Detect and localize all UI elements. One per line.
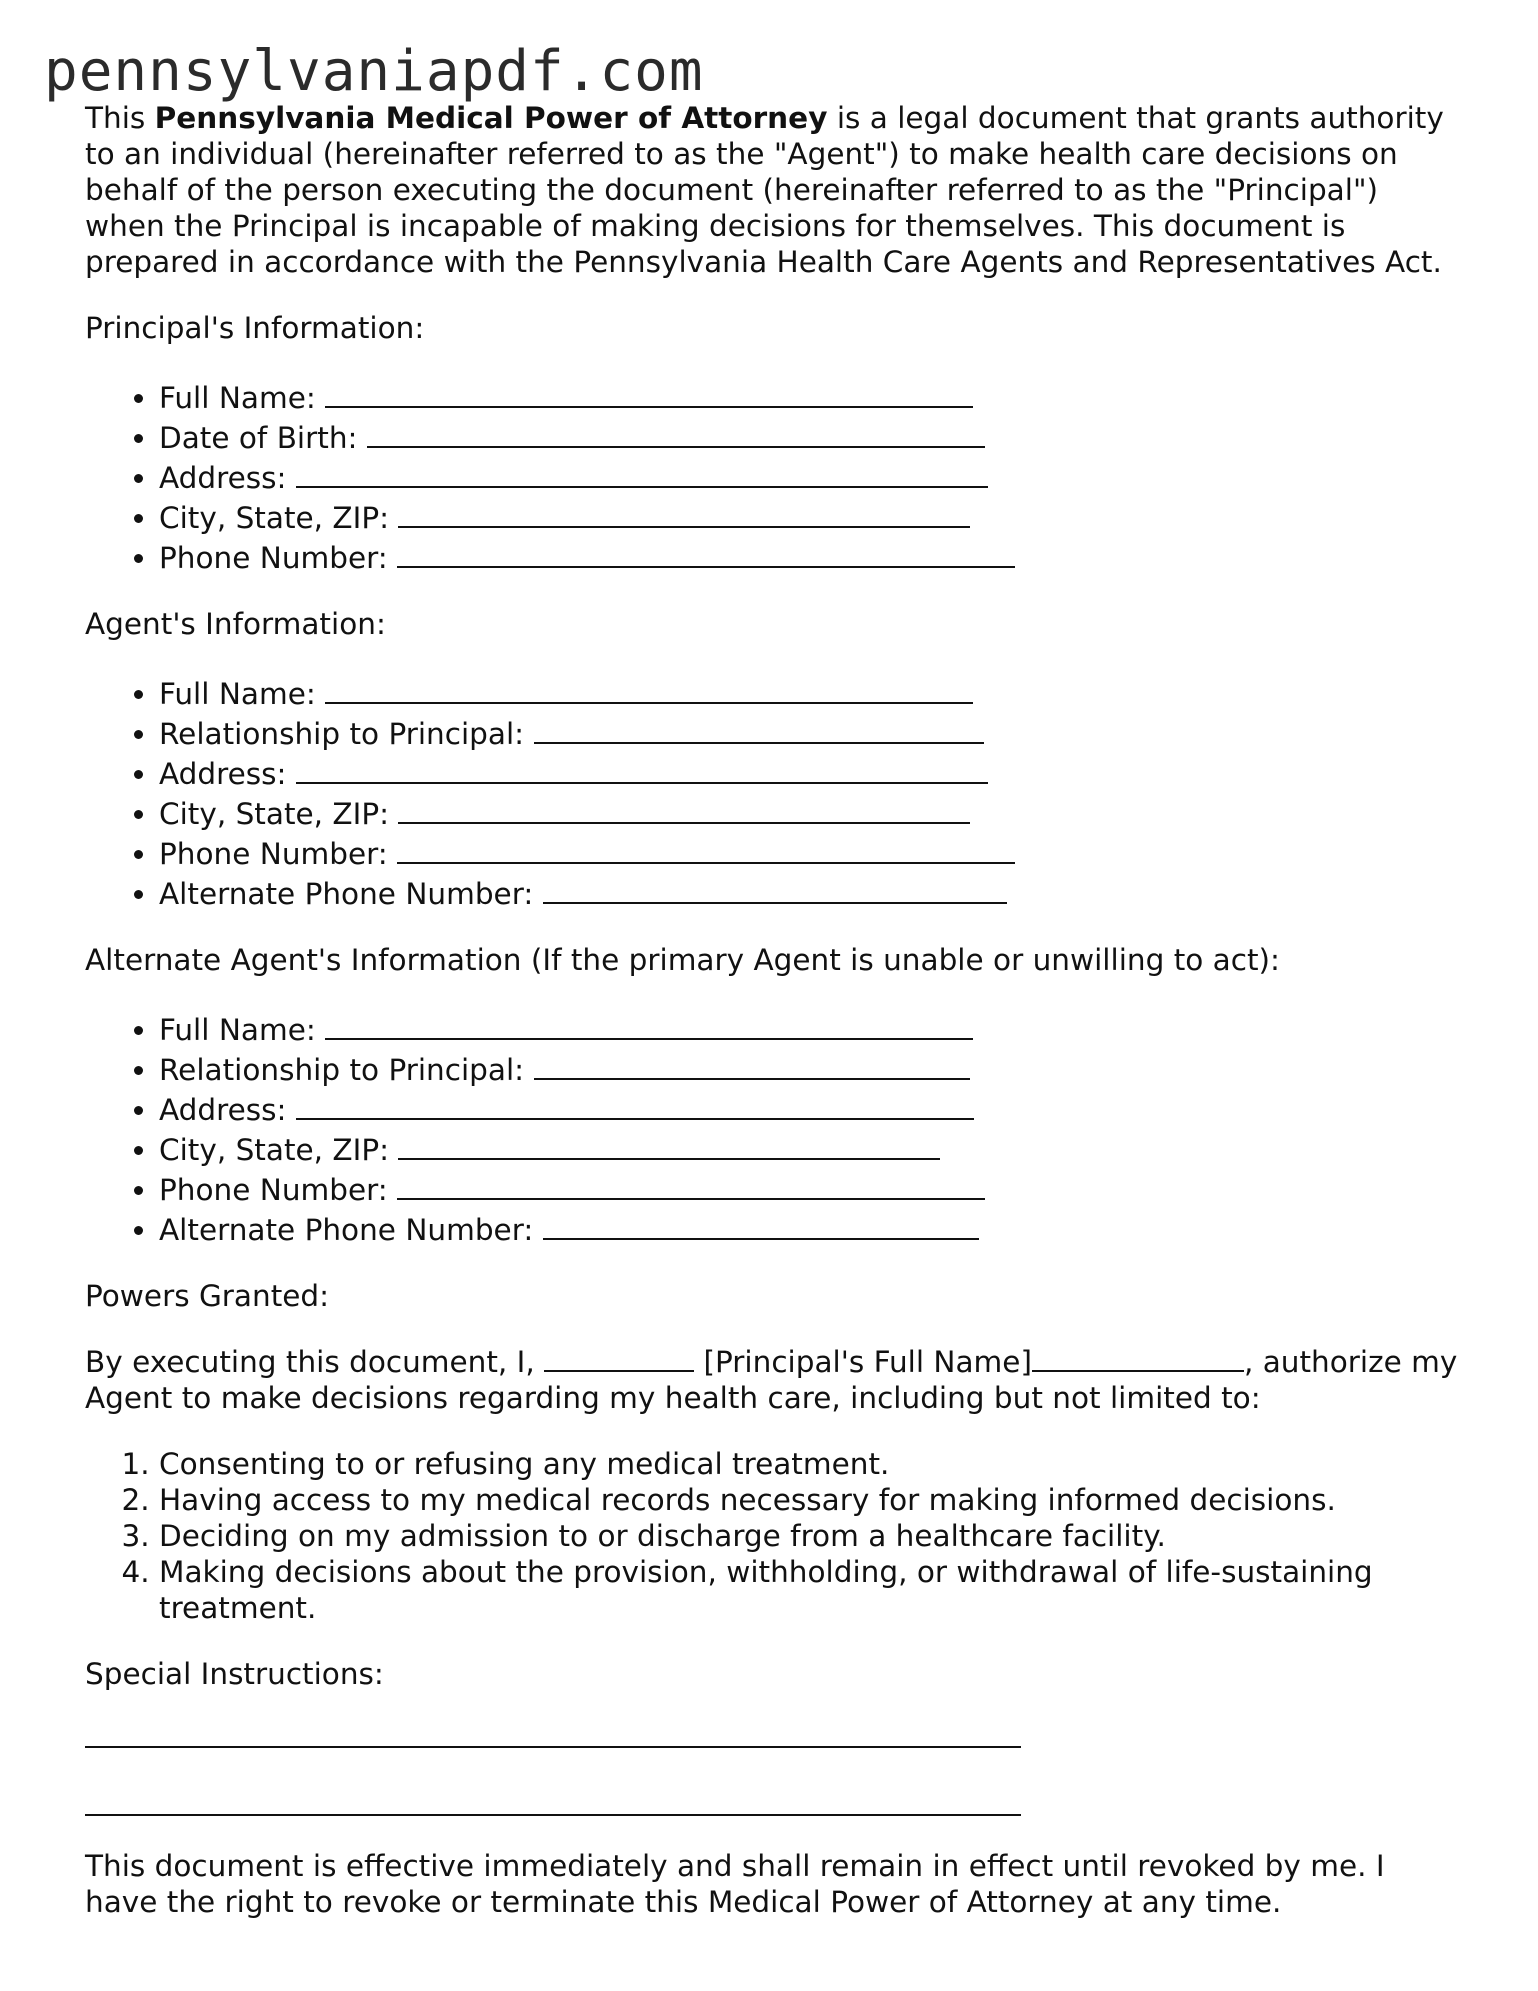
alt-agent-full-name-field[interactable]: • Full Name: (159, 1008, 1465, 1048)
alt-agent-relationship-blank[interactable] (534, 1048, 970, 1080)
agent-relationship-field[interactable]: • Relationship to Principal: (159, 712, 1465, 752)
alt-agent-address-field[interactable]: • Address: (159, 1088, 1465, 1128)
agent-address-blank[interactable] (296, 752, 988, 784)
principal-dob-blank[interactable] (367, 416, 985, 448)
principal-address-field[interactable]: • Address: (159, 456, 1465, 496)
special-instructions-line-1[interactable] (85, 1712, 1021, 1748)
special-instructions-heading: Special Instructions: (85, 1657, 384, 1691)
principal-fields (85, 376, 1465, 576)
alt-agent-phone-field[interactable]: • Phone Number: (159, 1168, 1465, 1208)
principal-phone-field[interactable]: • Phone Number: (159, 536, 1465, 576)
principal-full-name-field[interactable]: • Full Name: (159, 376, 1465, 416)
intro-paragraph (85, 100, 1465, 280)
principal-heading: Principal's Information: (85, 311, 425, 345)
intro-rest: is a legal document that grants authority to an individual (hereinafter referred to as the "Agent") to make health care decisions on behalf of the person executing the document (hereinafter referred to as the "Principal") when the Principal is incapable of making decisions for themselves. This document is prepared in accordance with the Pennsylvania Health Care Agents and Representatives Act. (85, 101, 1444, 279)
agent-relationship-blank[interactable] (534, 712, 984, 744)
alt-agent-city-field[interactable]: • City, State, ZIP: (159, 1128, 1465, 1168)
principal-full-name-blank[interactable] (325, 376, 973, 408)
alt-agent-alt-phone-blank[interactable] (543, 1208, 979, 1240)
power-item: 3. Deciding on my admission to or discharge from a healthcare facility. (159, 1518, 1465, 1554)
agent-full-name-blank[interactable] (325, 672, 973, 704)
closing-paragraph: This document is effective immediately and shall remain in effect until revoked by me. I have the right to revoke or terminate this Medical Power of Attorney at any time. (85, 1849, 1385, 1919)
agent-address-field[interactable]: • Address: (159, 752, 1465, 792)
power-item: 4. Making decisions about the provision, withholding, or withdrawal of life-sustaining treatment. (159, 1554, 1465, 1626)
alt-agent-alt-phone-field[interactable]: • Alternate Phone Number: (159, 1208, 1465, 1248)
principal-address-blank[interactable] (296, 456, 988, 488)
alt-agent-city-blank[interactable] (398, 1128, 940, 1160)
principal-name-inline-blank-2[interactable] (1032, 1344, 1244, 1372)
principal-city-blank[interactable] (398, 496, 970, 528)
alt-agent-full-name-blank[interactable] (325, 1008, 973, 1040)
special-instructions-line-2[interactable] (85, 1780, 1021, 1816)
agent-full-name-field[interactable]: • Full Name: (159, 672, 1465, 712)
agent-alt-phone-field[interactable]: • Alternate Phone Number: (159, 872, 1465, 912)
principal-name-inline-blank[interactable] (544, 1344, 694, 1372)
document-body (85, 100, 1465, 1920)
alternate-agent-fields (85, 1008, 1465, 1248)
agent-phone-blank[interactable] (397, 832, 1015, 864)
document-title-bold: Pennsylvania Medical Power of Attorney (154, 101, 828, 135)
agent-heading: Agent's Information: (85, 607, 386, 641)
powers-list (85, 1446, 1465, 1626)
agent-phone-field[interactable]: • Phone Number: (159, 832, 1465, 872)
power-item: 1. Consenting to or refusing any medical treatment. (159, 1446, 1465, 1482)
alternate-agent-heading: Alternate Agent's Information (If the primary Agent is unable or unwilling to act): (85, 943, 1280, 977)
alt-agent-relationship-field[interactable]: • Relationship to Principal: (159, 1048, 1465, 1088)
principal-phone-blank[interactable] (397, 536, 1015, 568)
intro-lead: This (85, 101, 155, 135)
powers-heading: Powers Granted: (85, 1279, 330, 1313)
site-watermark: pennsylvaniapdf.com (44, 39, 704, 104)
principal-dob-field[interactable]: • Date of Birth: (159, 416, 1465, 456)
agent-city-blank[interactable] (398, 792, 970, 824)
alt-agent-address-blank[interactable] (296, 1088, 974, 1120)
agent-alt-phone-blank[interactable] (543, 872, 1007, 904)
power-item: 2. Having access to my medical records necessary for making informed decisions. (159, 1482, 1465, 1518)
alt-agent-phone-blank[interactable] (397, 1168, 985, 1200)
powers-statement: By executing this document, I, [Principal's Full Name] , authorize my Agent to make decisions regarding my health care, including but not limited to: (85, 1345, 1458, 1415)
principal-city-field[interactable]: • City, State, ZIP: (159, 496, 1465, 536)
agent-fields (85, 672, 1465, 912)
agent-city-field[interactable]: • City, State, ZIP: (159, 792, 1465, 832)
